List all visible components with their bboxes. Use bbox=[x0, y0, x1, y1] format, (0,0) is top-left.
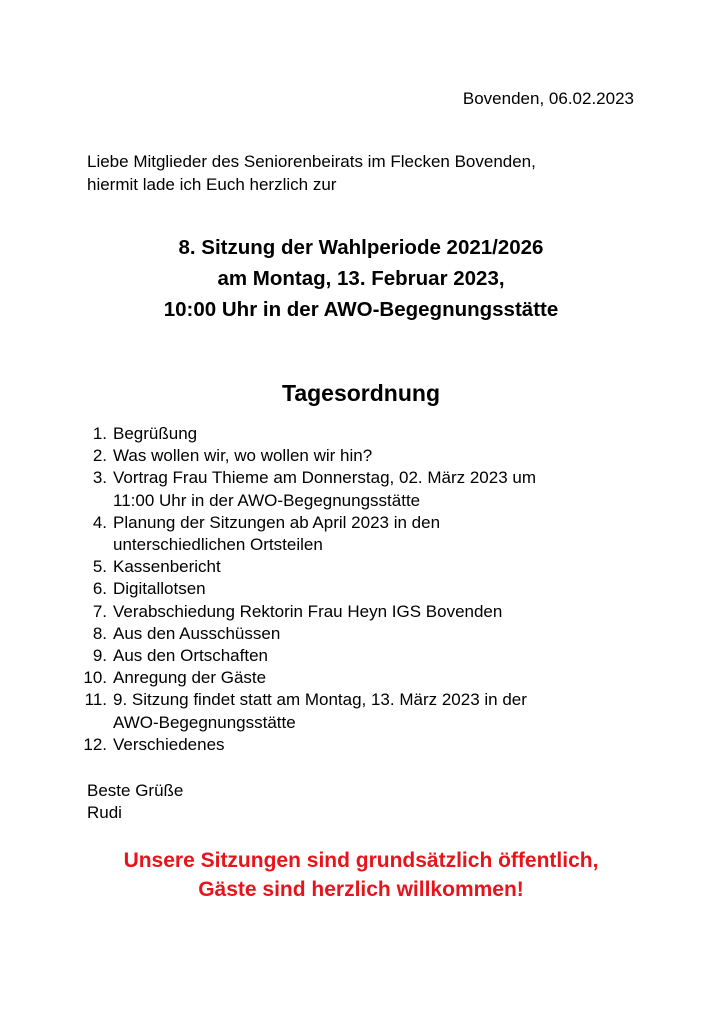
meeting-heading bbox=[0, 232, 722, 325]
agenda-item-number: 3. bbox=[92, 468, 107, 488]
agenda-item-text: Verabschiedung Rektorin Frau Heyn IGS Bovenden bbox=[113, 601, 503, 621]
agenda-item-number: 10. bbox=[83, 668, 107, 688]
agenda-list bbox=[70, 423, 630, 756]
agenda-item bbox=[70, 445, 630, 467]
agenda-item-text: Digitallotsen bbox=[113, 579, 206, 599]
agenda-item bbox=[70, 467, 630, 511]
greeting bbox=[87, 150, 536, 196]
agenda-item bbox=[70, 667, 630, 689]
agenda-item-text: Kassenbericht bbox=[113, 557, 221, 577]
agenda-item-text-continued: 11:00 Uhr in der AWO-Begegnungsstätte bbox=[113, 490, 421, 510]
agenda-item-text: Was wollen wir, wo wollen wir hin? bbox=[113, 446, 373, 466]
agenda-item bbox=[70, 645, 630, 667]
public-notice bbox=[0, 846, 722, 904]
agenda-title: Tagesordnung bbox=[281, 380, 440, 406]
agenda-item-number: 4. bbox=[92, 512, 107, 532]
agenda-item-text: Aus den Ortschaften bbox=[113, 646, 268, 666]
meeting-date: am Montag, 13. Februar 2023, bbox=[217, 267, 505, 290]
closing bbox=[87, 780, 183, 824]
agenda-item-text-continued: AWO-Begegnungsstätte bbox=[113, 712, 296, 732]
closing-salutation: Beste Grüße bbox=[87, 781, 184, 800]
agenda-item-text: Vortrag Frau Thieme am Donnerstag, 02. März 2023 um bbox=[113, 468, 536, 488]
agenda-item-text: Planung der Sitzungen ab April 2023 in den bbox=[113, 512, 441, 532]
agenda-item bbox=[70, 601, 630, 623]
agenda-item-number: 6. bbox=[92, 579, 107, 599]
agenda-item bbox=[70, 689, 630, 733]
agenda-item-text: Aus den Ausschüssen bbox=[113, 623, 281, 643]
meeting-time-location: 10:00 Uhr in der AWO-Begegnungsstätte bbox=[163, 298, 559, 321]
notice-line-1: Unsere Sitzungen sind grundsätzlich öffentlich, bbox=[123, 849, 599, 872]
agenda-item-number: 11. bbox=[84, 690, 107, 710]
agenda-item bbox=[70, 423, 630, 445]
agenda-item bbox=[70, 734, 630, 756]
agenda-item bbox=[70, 578, 630, 600]
agenda-item-number: 9. bbox=[92, 646, 107, 666]
agenda-item bbox=[70, 623, 630, 645]
agenda-item-number: 1. bbox=[92, 424, 107, 443]
agenda-item bbox=[70, 512, 630, 556]
agenda-item-text: Anregung der Gäste bbox=[113, 668, 267, 688]
agenda-item-text: 9. Sitzung findet statt am Montag, 13. März 2023 in der bbox=[113, 690, 527, 710]
agenda-item bbox=[70, 556, 630, 578]
notice-line-2: Gäste sind herzlich willkommen! bbox=[198, 878, 524, 901]
agenda-item-text-continued: unterschiedlichen Ortsteilen bbox=[113, 535, 323, 555]
signature: Rudi bbox=[87, 803, 122, 822]
agenda-item-text: Verschiedenes bbox=[113, 734, 225, 754]
agenda-item-number: 5. bbox=[92, 557, 107, 577]
meeting-title: 8. Sitzung der Wahlperiode 2021/2026 bbox=[178, 236, 544, 259]
place-date: Bovenden, 06.02.2023 bbox=[462, 89, 634, 108]
greeting-line-1: Liebe Mitglieder des Seniorenbeirats im Flecken Bovenden, bbox=[87, 152, 536, 171]
agenda-item-text: Begrüßung bbox=[113, 424, 198, 443]
agenda-item-number: 2. bbox=[92, 446, 107, 466]
greeting-line-2: hiermit lade ich Euch herzlich zur bbox=[87, 175, 337, 194]
agenda-item-number: 8. bbox=[92, 623, 107, 643]
agenda-item-number: 12. bbox=[83, 734, 107, 754]
agenda-item-number: 7. bbox=[92, 601, 107, 621]
